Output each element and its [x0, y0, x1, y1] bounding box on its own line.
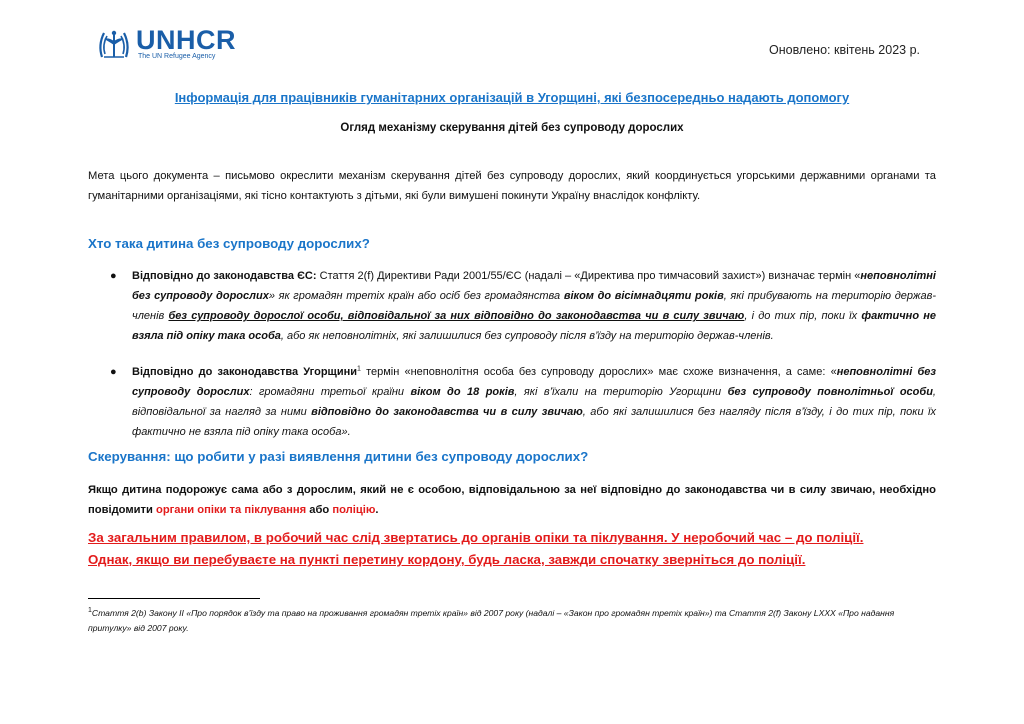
- referral-paragraph: Якщо дитина подорожує сама або з дорослим, який не є особою, відповідальною за неї відповідно до законодавства чи в силу звичаю, необхідно повідомити органи опіки та піклування або поліцію.: [88, 484, 936, 516]
- alert-line-border: Однак, якщо ви перебуваєте на пункті перетину кордону, будь ласка, завжди спочатку зверніться до поліції.: [88, 552, 806, 567]
- intro-paragraph: Мета цього документа – письмово окреслити механізм скерування дітей без супроводу дорослих, який координується угорськими державними органами та гуманітарними організаціями, які тісно контактують з дітьми, які були вимушені покинути Україну внаслідок конфлікту.: [88, 170, 936, 202]
- unhcr-emblem-icon: [96, 27, 132, 61]
- document-subtitle: Огляд механізму скерування дітей без супроводу дорослих: [340, 122, 684, 134]
- section-heading-referral: Скерування: що робити у разі виявлення дитини без супроводу дорослих?: [88, 449, 589, 464]
- document-title: Інформація для працівників гуманітарних організацій в Угорщині, які безпосередньо надають допомогу: [174, 90, 850, 105]
- footnote-divider: [88, 598, 260, 599]
- logo-tagline: The UN Refugee Agency: [138, 52, 216, 60]
- alert-line-working-hours: За загальним правилом, в робочий час слід звертатись до органів опіки та піклування. У неробочий час – до поліції.: [88, 530, 864, 545]
- bullet-dot-icon: ●: [110, 270, 117, 282]
- bullet-eu-law: ● Відповідно до законодавства ЄС: Стаття 2(f) Директиви Ради 2001/55/ЄС (надалі – «Директива про тимчасовий захист») визначає термін «неповнолітні без супроводу дорослих» як громадян третіх країн або осіб без громадянства віком до вісімнадцяти років, які прибувають на територію держав-членів без супроводу дорослої особи, відповідальної за них відповідно до законодавства чи в силу звичаю, і до тих пір, поки їх фактично не взяла під опіку така особа, або як неповнолітніх, які залишилися без супроводу після в’їзду на територію держав-членів.: [110, 266, 936, 346]
- footnote-ref[interactable]: 1: [357, 365, 361, 373]
- guardianship-authority-text: органи опіки та піклування: [155, 504, 307, 516]
- unhcr-logo: [96, 26, 236, 62]
- bullet-hungary-law: ● Відповідно до законодавства Угорщини$^1$ термін «неповнолітня особа без супроводу дорослих» має схоже визначення, а саме: «неповнолітні без супроводу дорослих: громадяни третьої країни віком до 18 років, які в’їхали на територію Угорщини без супроводу повнолітньої особи, відповідальної за нагляд за ними відповідно до законодавства чи в силу звичаю, або які залишилися без нагляду після в’їзду, і до тих пір, поки їх фактично не взяла під опіку така особа».: [110, 362, 936, 442]
- logo-wordmark: UNHCR: [136, 24, 236, 55]
- footnote: $^1$Стаття 2(b) Закону II «Про порядок в’їзду та право на проживання громадян третіх країн» від 2007 року (надалі – «Закон про громадян третіх країн») та Стаття 2(f) Закону LXXX «Про надання притулку» від 2007 року.: [88, 607, 895, 633]
- section-heading-who: Хто така дитина без супроводу дорослих?: [88, 236, 370, 251]
- updated-date: Оновлено: квітень 2023 р.: [769, 43, 920, 57]
- alert-block: [88, 527, 948, 571]
- bullet-dot-icon: ●: [110, 366, 117, 378]
- police-text: поліцію: [332, 504, 376, 516]
